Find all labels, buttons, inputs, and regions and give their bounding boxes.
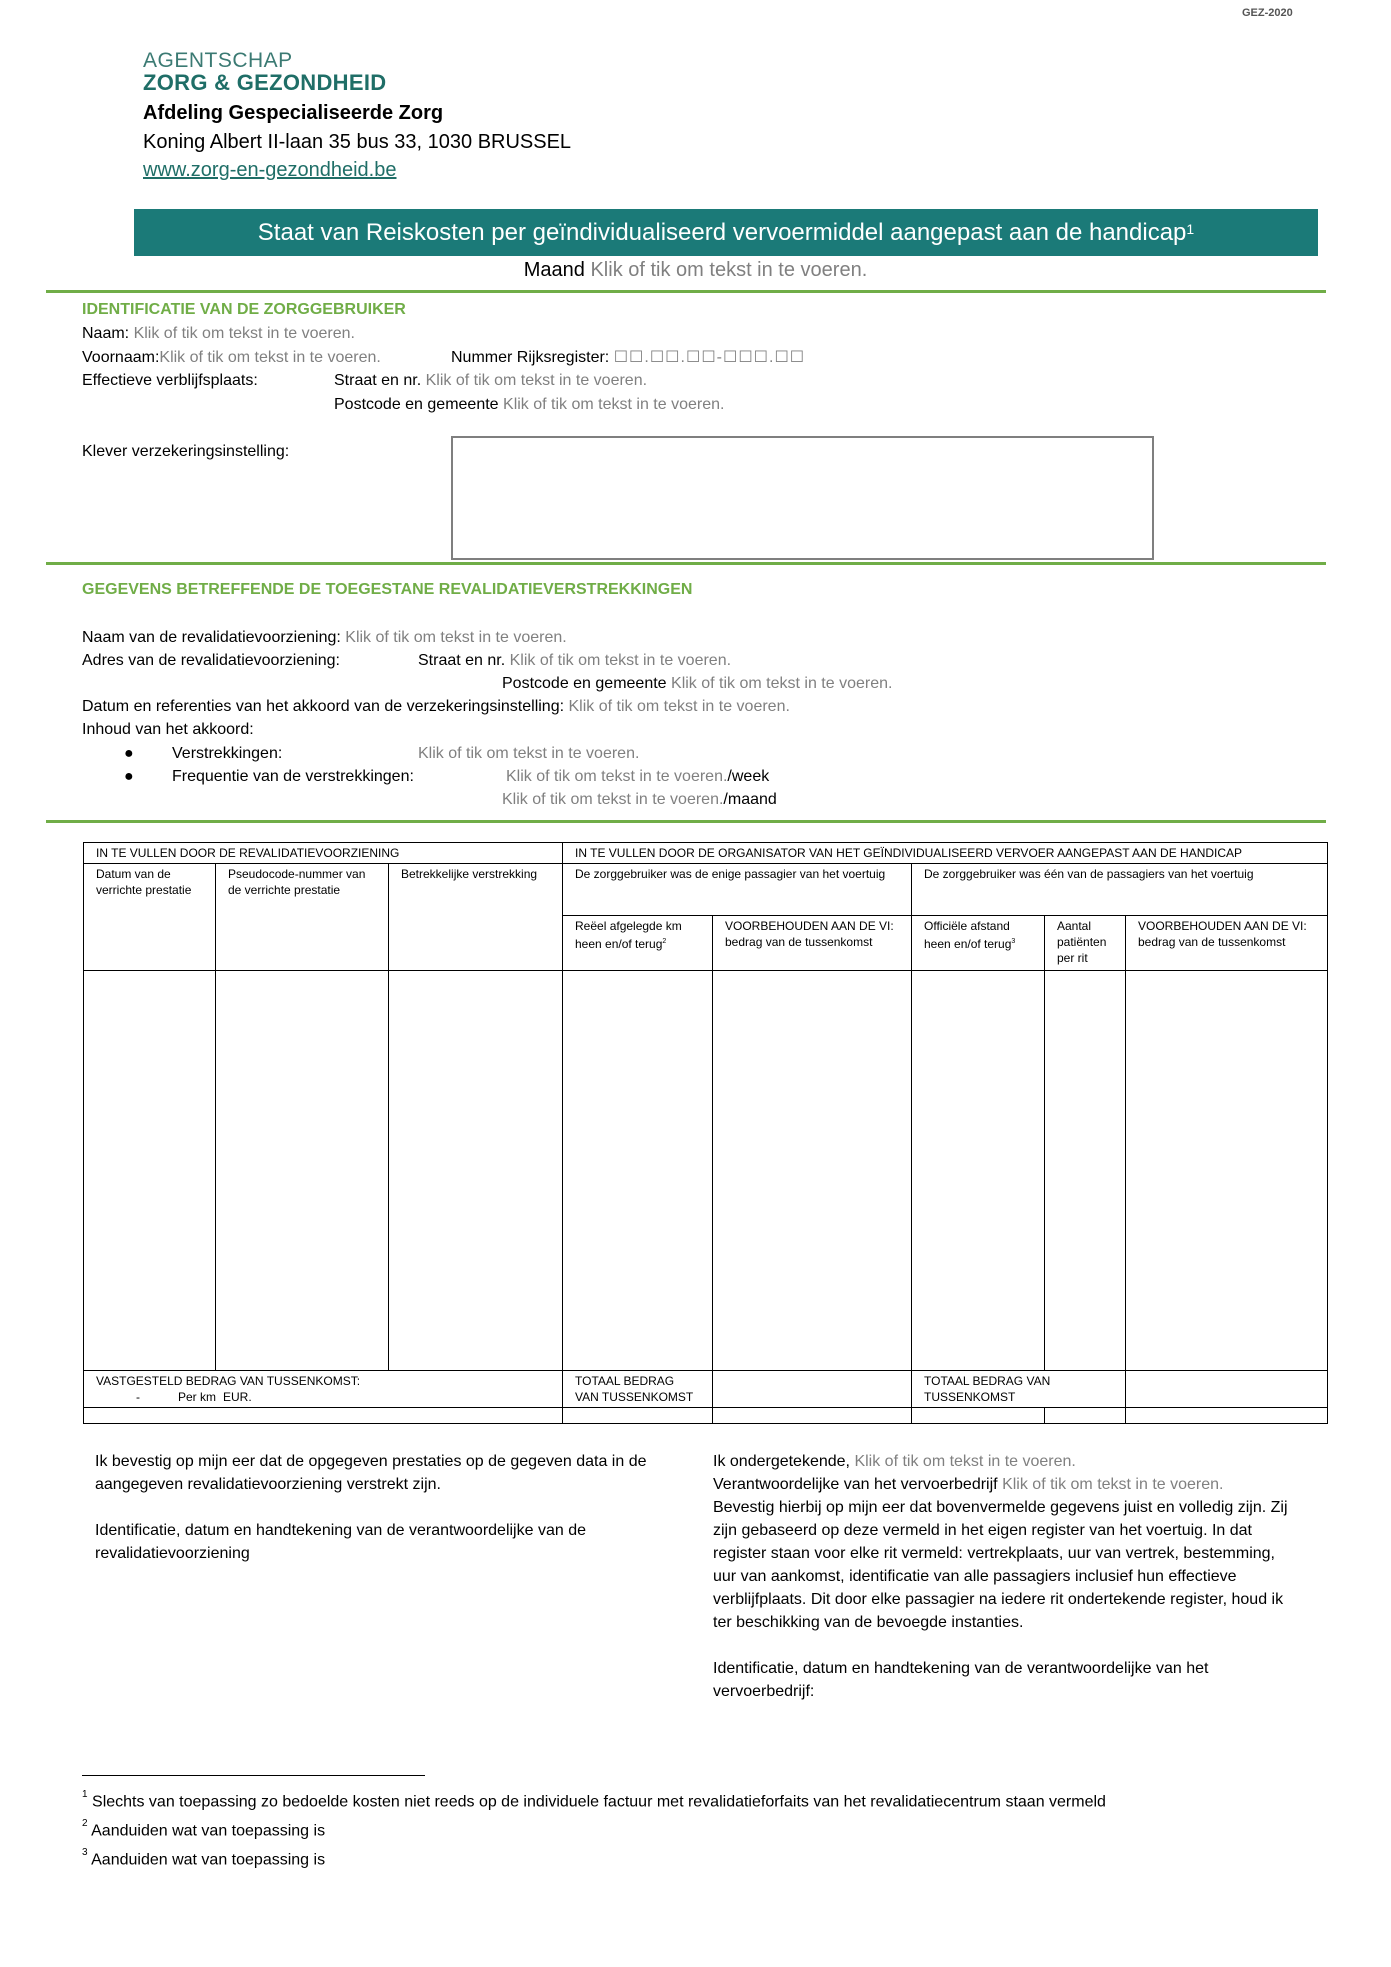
declaration-right-signature-label: Identificatie, datum en handtekening van de verantwoordelijke van het vervoerbedrijf:	[713, 1660, 1209, 1700]
postcode-input[interactable]: Klik of tik om tekst in te voeren.	[503, 396, 725, 413]
verantwoordelijke-row	[713, 1473, 1293, 1496]
ondergetekende-label: Ik ondergetekende,	[713, 1453, 850, 1470]
empty-cell[interactable]	[1126, 1408, 1328, 1424]
naam-input[interactable]: Klik of tik om tekst in te voeren.	[133, 325, 355, 342]
col-header-officiele-afstand	[912, 916, 1045, 971]
col-header-reeel-km	[563, 916, 713, 971]
voorziening-postcode-input[interactable]: Klik of tik om tekst in te voeren.	[671, 675, 893, 692]
rijksregister-row	[451, 346, 805, 369]
voorziening-straat-label: Straat en nr.	[418, 652, 506, 669]
verstrekkingen-row	[124, 742, 282, 765]
cell-voorbehouden-2[interactable]	[1126, 971, 1328, 1371]
maand-suffix: /maand	[723, 791, 777, 808]
form-title: Staat van Reiskosten per geïndividualiseerd vervoermiddel aangepast aan de handicap	[257, 218, 1187, 246]
department-address: Koning Albert II-laan 35 bus 33, 1030 BRUSSEL	[143, 131, 572, 153]
akkoord-row	[82, 695, 790, 718]
declaration-right-text: Bevestig hierbij op mijn eer dat bovenvermelde gegevens juist en volledig zijn. Zij zijn gebaseerd op deze vermeld in het eigen register van het voertuig. In dat register staan voor elke rit vermeld: vertrekplaats, uur van vertrek, bestemming, uur van aankomst, identificatie van alle passagiers inclusief hun effectieve verblijfplaats. Dit door elke passagier na iedere rit ondertekende register, houd ik ter beschikking van de bevoegde instanties.	[713, 1499, 1288, 1631]
straat-input[interactable]: Klik of tik om tekst in te voeren.	[425, 372, 648, 389]
declaration-right	[713, 1450, 1293, 1703]
bullet-icon: ●	[124, 768, 134, 785]
vastgesteld-bedrag-cell	[84, 1371, 563, 1408]
empty-cell[interactable]	[912, 1408, 1045, 1424]
footnote-3-text: Aanduiden wat van toepassing is	[91, 1851, 326, 1869]
cell-verstrekking[interactable]	[389, 971, 563, 1371]
col-header-voorbehouden-2: VOORBEHOUDEN AAN DE VI: bedrag van de tussenkomst	[1126, 916, 1328, 971]
akkoord-input[interactable]: Klik of tik om tekst in te voeren.	[568, 698, 790, 715]
bullet-icon: ●	[124, 745, 134, 762]
rijksregister-label: Nummer Rijksregister:	[451, 349, 610, 366]
cell-officiele-afstand[interactable]	[912, 971, 1045, 1371]
week-suffix: /week	[727, 768, 770, 785]
section-divider	[46, 820, 1326, 823]
totaal-bedrag-right-label: TOTAAL BEDRAG VAN TUSSENKOMST	[912, 1371, 1126, 1408]
empty-cell[interactable]	[713, 1408, 912, 1424]
empty-cell[interactable]	[1045, 1408, 1126, 1424]
table-row-totals	[84, 1371, 1328, 1408]
footnote-2-text: Aanduiden wat van toepassing is	[91, 1822, 326, 1840]
voorziening-postcode-row	[502, 672, 892, 695]
ondergetekende-input[interactable]: Klik of tik om tekst in te voeren.	[854, 1453, 1076, 1470]
verstrekkingen-input[interactable]: Klik of tik om tekst in te voeren.	[418, 745, 640, 762]
frequentie-row	[124, 765, 414, 788]
logo-agency-line1: AGENTSCHAP	[143, 49, 293, 72]
vastgesteld-dash: -	[136, 1390, 140, 1404]
table-row-empty	[84, 1408, 1328, 1424]
totaal-bedrag-left-label: TOTAAL BEDRAG VAN TUSSENKOMST	[563, 1371, 713, 1408]
footnote-1	[82, 1789, 1106, 1811]
declaration-left-signature-label: Identificatie, datum en handtekening van de verantwoordelijke van de revalidatievoorziening	[95, 1522, 586, 1562]
straat-row	[334, 369, 647, 392]
table-row-entries	[84, 971, 1328, 1371]
voorziening-naam-label: Naam van de revalidatievoorziening:	[82, 629, 341, 646]
frequentie-maand-row	[502, 788, 777, 811]
akkoord-label: Datum en referenties van het akkoord van de verzekeringsinstelling:	[82, 698, 565, 715]
klever-label: Klever verzekeringsinstelling:	[82, 443, 290, 460]
section-divider	[46, 562, 1326, 565]
empty-cell[interactable]	[84, 1408, 563, 1424]
cell-datum[interactable]	[84, 971, 216, 1371]
declaration-left	[95, 1450, 685, 1565]
footnote-3	[82, 1847, 326, 1869]
per-km-label: Per km	[178, 1390, 217, 1404]
verantwoordelijke-input[interactable]: Klik of tik om tekst in te voeren.	[1002, 1476, 1224, 1493]
group-header-voorziening: IN TE VULLEN DOOR DE REVALIDATIEVOORZIENING	[84, 843, 563, 864]
vastgesteld-bedrag-label: VASTGESTELD BEDRAG VAN TUSSENKOMST:	[96, 1374, 361, 1388]
cell-voorbehouden-1[interactable]	[713, 971, 912, 1371]
totaal-bedrag-left-value[interactable]	[713, 1371, 912, 1408]
verblijfsplaats-label: Effectieve verblijfsplaats:	[82, 372, 258, 389]
department-name: Afdeling Gespecialiseerde Zorg	[143, 102, 444, 124]
col-header-aantal-patienten: Aantal patiënten per rit	[1045, 916, 1126, 971]
col-header-officiele-afstand-text: Officiële afstand heen en/of terug	[924, 919, 1012, 951]
section-heading-revalidatie: GEGEVENS BETREFFENDE DE TOEGESTANE REVALIDATIEVERSTREKKINGEN	[82, 581, 693, 598]
group-header-organisator: IN TE VULLEN DOOR DE ORGANISATOR VAN HET GEÏNDIVIDUALISEERD VERVOER AANGEPAST AAN DE HANDICAP	[563, 843, 1328, 864]
col-header-voorbehouden-1: VOORBEHOUDEN AAN DE VI: bedrag van de tussenkomst	[713, 916, 912, 971]
footnote-3-mark: 3	[82, 1847, 88, 1858]
rijksregister-input[interactable]: ☐☐.☐☐.☐☐-☐☐☐.☐☐	[613, 349, 806, 366]
verstrekkingen-label: Verstrekkingen:	[172, 745, 283, 762]
frequentie-maand-input[interactable]: Klik of tik om tekst in te voeren.	[502, 791, 724, 808]
voorziening-postcode-label: Postcode en gemeente	[502, 675, 667, 692]
col-header-verstrekking: Betrekkelijke verstrekking	[389, 864, 563, 971]
frequentie-label: Frequentie van de verstrekkingen:	[172, 768, 414, 785]
postcode-label: Postcode en gemeente	[334, 396, 499, 413]
sub-header-een-van-passagiers: De zorggebruiker was één van de passagiers van het voertuig	[912, 864, 1328, 916]
voorziening-straat-input[interactable]: Klik of tik om tekst in te voeren.	[509, 652, 732, 669]
website-link[interactable]: www.zorg-en-gezondheid.be	[143, 159, 397, 181]
section-heading-identification: IDENTIFICATIE VAN DE ZORGGEBRUIKER	[82, 301, 406, 318]
voornaam-row	[82, 346, 381, 369]
month-input[interactable]: Klik of tik om tekst in te voeren.	[590, 259, 868, 281]
col-header-pseudocode: Pseudocode-nummer van de verrichte prestatie	[216, 864, 389, 971]
vastgesteld-bedrag-row	[96, 1389, 550, 1405]
naam-row	[82, 322, 355, 345]
logo-agency-line2: ZORG & GEZONDHEID	[143, 70, 387, 95]
section-divider	[46, 290, 1326, 293]
document-code: GEZ-2020	[1242, 7, 1293, 19]
sub-header-enige-passagier: De zorggebruiker was de enige passagier van het voertuig	[563, 864, 912, 916]
frequentie-week-row	[506, 765, 769, 788]
form-title-banner	[134, 209, 1318, 256]
frequentie-week-input[interactable]: Klik of tik om tekst in te voeren.	[506, 768, 728, 785]
ondergetekende-row	[713, 1450, 1293, 1473]
reiskosten-table	[83, 842, 1328, 1424]
footnote-1-mark: 1	[82, 1789, 88, 1800]
naam-label: Naam:	[82, 325, 130, 342]
col-header-datum: Datum van de verrichte prestatie	[84, 864, 216, 971]
voorziening-naam-input[interactable]: Klik of tik om tekst in te voeren.	[345, 629, 567, 646]
cell-reeel-km[interactable]	[563, 971, 713, 1371]
straat-label: Straat en nr.	[334, 372, 422, 389]
footnote-2-mark: 2	[82, 1818, 88, 1829]
voorziening-naam-row	[82, 626, 567, 649]
footnote-ref-3: 3	[1011, 938, 1016, 945]
empty-cell[interactable]	[563, 1408, 713, 1424]
footnote-1-text: Slechts van toepassing zo bedoelde kosten niet reeds op de individuele factuur met revalidatieforfaits van het revalidatiecentrum staan vermeld	[92, 1793, 1106, 1811]
month-label: Maand	[523, 259, 585, 281]
voornaam-input[interactable]: Klik of tik om tekst in te voeren.	[159, 349, 381, 366]
verantwoordelijke-label: Verantwoordelijke van het vervoerbedrijf	[713, 1476, 998, 1493]
klever-sticker-box[interactable]	[451, 436, 1154, 560]
eur-label: EUR.	[223, 1390, 252, 1404]
footnote-2	[82, 1818, 326, 1840]
month-field	[0, 259, 1391, 282]
col-header-reeel-km-text: Reëel afgelegde km heen en/of terug	[575, 919, 682, 951]
footnote-ref-1: 1	[1186, 220, 1195, 237]
totaal-bedrag-right-value[interactable]	[1126, 1371, 1328, 1408]
cell-aantal-patienten[interactable]	[1045, 971, 1126, 1371]
declaration-left-text: Ik bevestig op mijn eer dat de opgegeven prestaties op de gegeven data in de aangegeven revalidatievoorziening verstrekt zijn.	[95, 1453, 647, 1493]
footnote-separator	[82, 1775, 425, 1776]
voornaam-label: Voornaam:	[82, 349, 160, 366]
voorziening-straat-row	[418, 649, 731, 672]
footnote-ref-2: 2	[662, 938, 667, 945]
cell-pseudocode[interactable]	[216, 971, 389, 1371]
postcode-row	[334, 393, 724, 416]
inhoud-label: Inhoud van het akkoord:	[82, 721, 254, 738]
voorziening-adres-label: Adres van de revalidatievoorziening:	[82, 652, 340, 669]
